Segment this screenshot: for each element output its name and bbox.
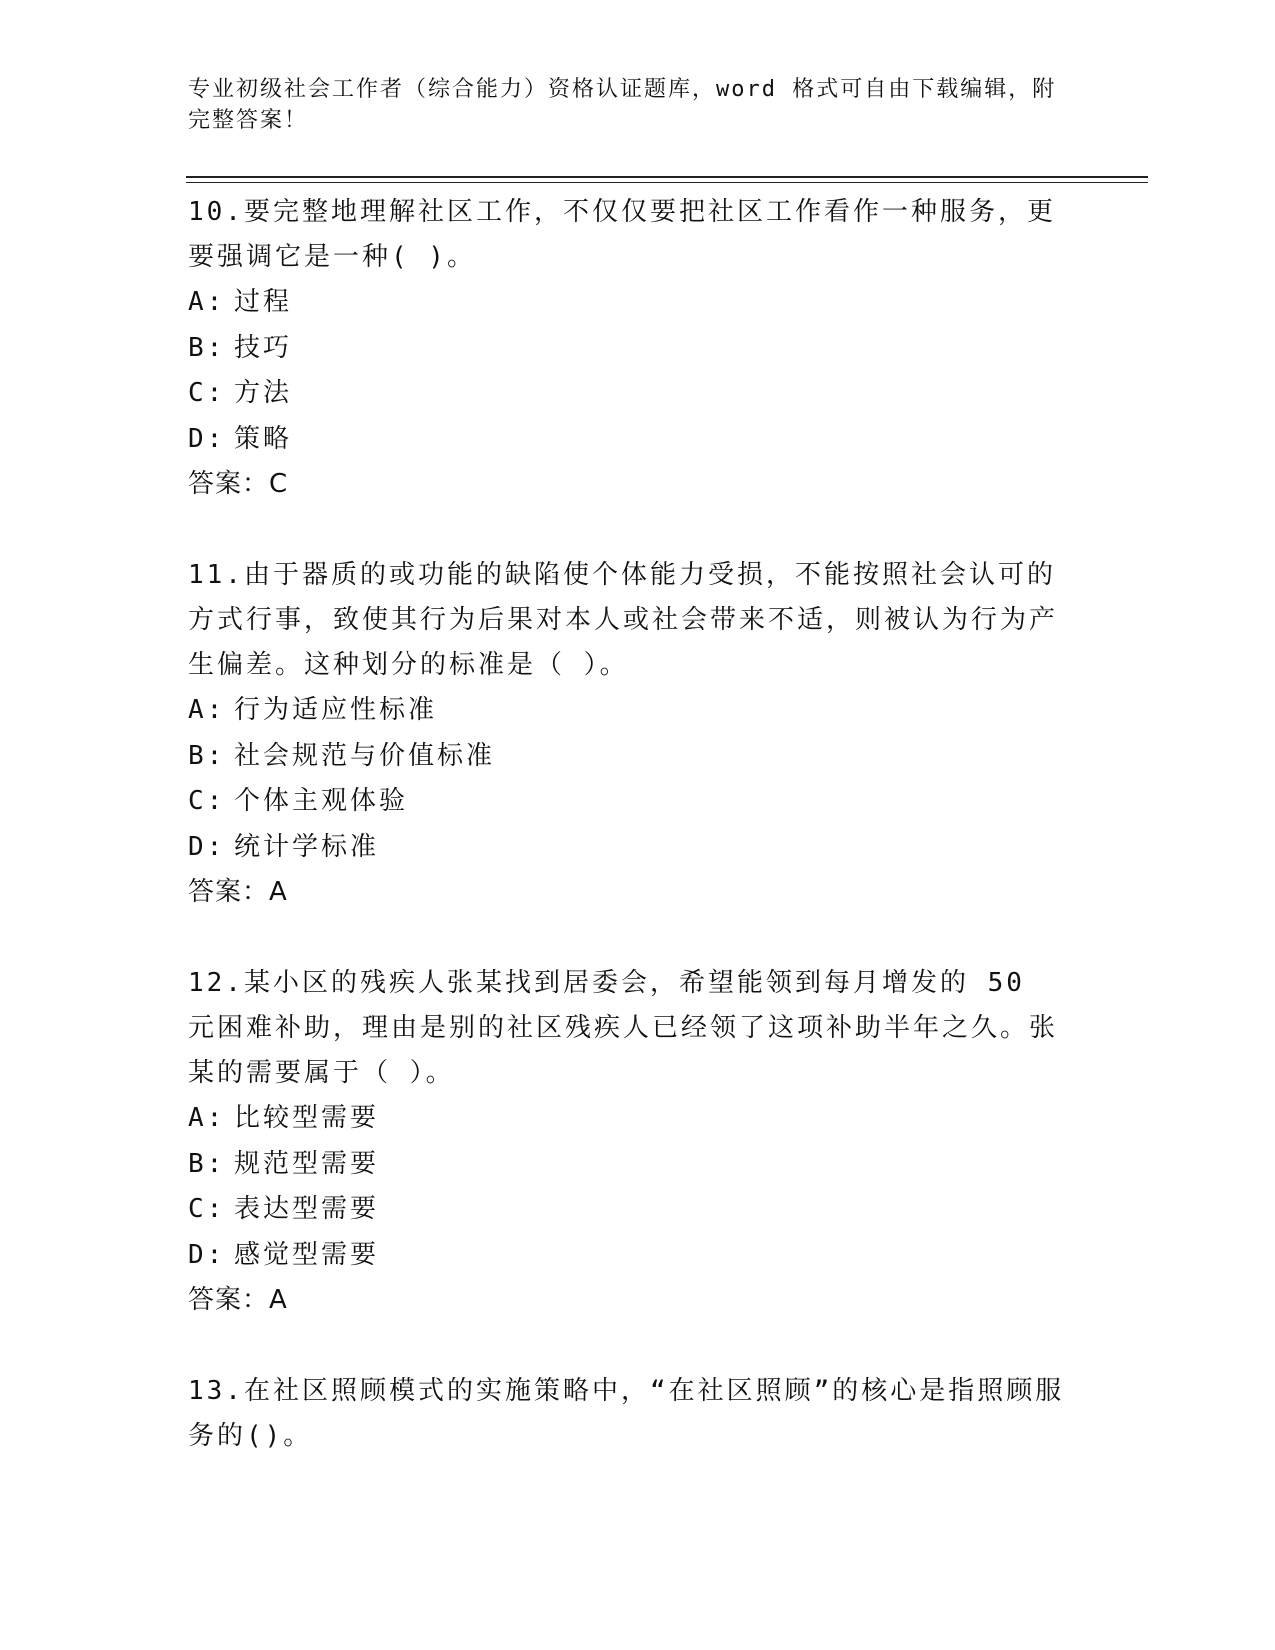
question-12 [188,961,1068,1323]
option-c [188,1187,1068,1233]
option-text: 规范型需要 [234,1148,380,1179]
option-letter: B: [188,1148,226,1179]
question-13 [188,1369,1068,1459]
option-letter: D: [188,423,226,454]
option-c [188,371,1068,417]
option-d [188,417,1068,463]
option-letter: D: [188,831,226,862]
option-d [188,1233,1068,1279]
answer-line: 答案：C [188,469,289,499]
option-text: 方法 [234,378,293,408]
option-text: 感觉型需要 [234,1239,380,1270]
option-a [188,280,1068,326]
option-b [188,326,1068,372]
question-text: 10.要完整地理解社区工作，不仅仅要把社区工作看作一种服务，更要强调它是一种( )。 [188,197,1056,272]
option-letter: A: [188,695,226,725]
option-letter: A: [188,287,226,317]
option-text: 行为适应性标准 [234,695,438,725]
answer-line: 答案：A [188,1285,288,1315]
option-letter: A: [188,1103,226,1133]
option-text: 统计学标准 [234,831,380,862]
option-text: 技巧 [234,332,293,363]
option-letter: B: [188,332,226,363]
option-a [188,1096,1068,1142]
option-text: 策略 [234,423,293,454]
header-rule-thick [186,176,1148,178]
question-11 [188,553,1068,915]
header-rule-thin [186,182,1148,183]
option-text: 过程 [234,287,293,317]
option-text: 社会规范与价值标准 [234,740,496,771]
answer-line: 答案：A [188,877,288,907]
option-letter: D: [188,1239,226,1270]
option-b [188,1142,1068,1188]
option-a [188,688,1068,734]
option-letter: C: [188,786,226,816]
option-b [188,734,1068,780]
question-text: 13.在社区照顾模式的实施策略中，“在社区照顾”的核心是指照顾服务的()。 [188,1376,1065,1451]
option-letter: B: [188,740,226,771]
document-header: 专业初级社会工作者（综合能力）资格认证题库，word 格式可自由下载编辑，附完整答案！ [188,77,1057,133]
option-text: 个体主观体验 [234,786,409,816]
option-d [188,825,1068,871]
option-letter: C: [188,378,226,408]
question-list [188,190,1068,1459]
option-c [188,779,1068,825]
option-text: 比较型需要 [234,1103,380,1133]
option-letter: C: [188,1194,226,1224]
question-text: 11.由于器质的或功能的缺陷使个体能力受损，不能按照社会认可的方式行事，致使其行为后果对本人或社会带来不适，则被认为行为产生偏差。这种划分的标准是（ ）。 [188,560,1059,680]
question-10 [188,190,1068,507]
option-text: 表达型需要 [234,1194,380,1224]
question-text: 12.某小区的残疾人张某找到居委会，希望能领到每月增发的 50 元困难补助，理由是别的社区残疾人已经领了这项补助半年之久。张某的需要属于（ ）。 [188,968,1059,1088]
